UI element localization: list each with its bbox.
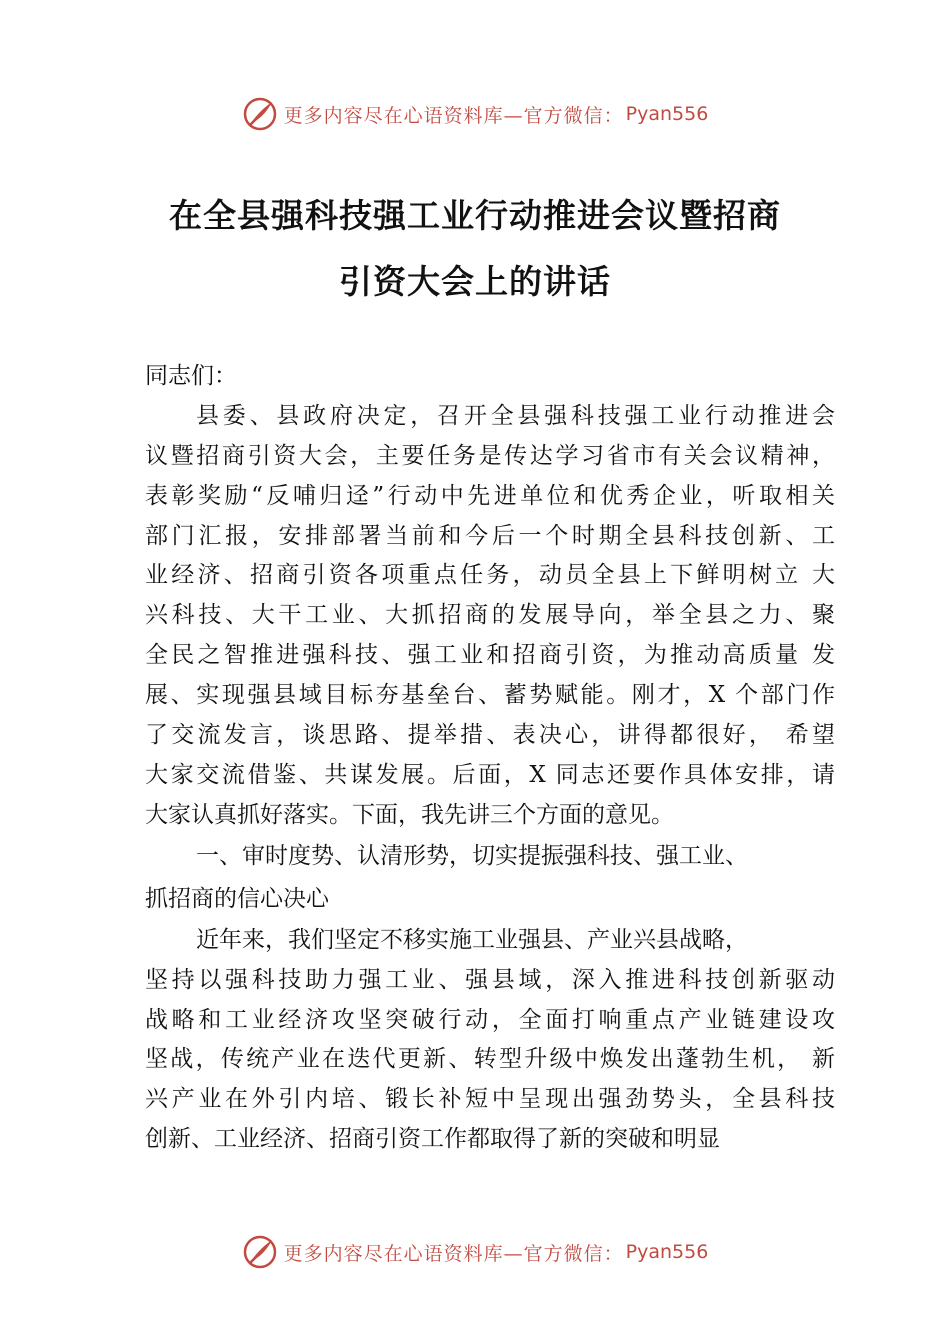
section-heading-line: 抓招商的信心决心 (145, 886, 329, 912)
body-line: 大家认真抓好落实。下面，我先讲三个方面的意见。 (145, 802, 674, 828)
banner-wechat-id: Pyan556 (625, 1241, 709, 1263)
body-line: 议暨招商引资大会，主要任务是传达学习省市有关会议精神， (145, 443, 835, 469)
body-line: 坚战，传统产业在迭代更新、转型升级中焕发出蓬勃生机， 新 (145, 1046, 835, 1072)
body-line: 了交流发言，谈思路、提举措、表决心，讲得都很好， 希望 (145, 722, 835, 748)
body-line: 创新、工业经济、招商引资工作都取得了新的突破和明显 (145, 1126, 720, 1152)
body-line: 兴科技、大干工业、大抓招商的发展导向，举全县之力、聚 (145, 602, 835, 628)
body-line: 县委、县政府决定，召开全县强科技强工业行动推进会 (196, 403, 835, 429)
banner-text: 更多内容尽在心语资料库—官方微信： (283, 104, 624, 127)
body-line: 表彰奖励“反哺归迳”行动中先进单位和优秀企业，听取相关 (145, 483, 835, 509)
document-title-line-2: 引资大会上的讲话 (339, 262, 611, 301)
section-heading-line: 一、审时度势、认清形势，切实提振强科技、强工业、 (196, 843, 748, 869)
body-line: 战略和工业经济攻坚突破行动，全面打响重点产业链建设攻 (145, 1007, 835, 1033)
quill-pen-logo-icon (242, 96, 278, 132)
footer-watermark-banner (0, 1232, 950, 1272)
body-line: 业经济、招商引资各项重点任务，动员全县上下鲜明树立 大 (145, 562, 835, 588)
body-line: 部门汇报，安排部署当前和今后一个时期全县科技创新、工 (145, 523, 835, 549)
banner-wechat-id: Pyan556 (625, 103, 709, 125)
body-line: 近年来，我们坚定不移实施工业强县、产业兴县战略， (196, 927, 748, 953)
body-line: 兴产业在外引内培、锻长补短中呈现出强劲势头，全县科技 (145, 1086, 835, 1112)
body-line: 展、实现强县域目标夯基垒台、蓄势赋能。刚才，X 个部门作 (145, 682, 835, 708)
quill-pen-logo-icon (242, 1234, 278, 1270)
salutation: 同志们： (145, 363, 237, 389)
body-line: 全民之智推进强科技、强工业和招商引资，为推动高质量 发 (145, 642, 835, 668)
body-line: 大家交流借鉴、共谋发展。后面，X 同志还要作具体安排，请 (145, 762, 835, 788)
body-line: 坚持以强科技助力强工业、强县域，深入推进科技创新驱动 (145, 967, 835, 993)
header-watermark-banner (0, 94, 950, 134)
document-title-line-1: 在全县强科技强工业行动推进会议暨招商 (169, 196, 781, 235)
banner-text: 更多内容尽在心语资料库—官方微信： (283, 1242, 624, 1265)
